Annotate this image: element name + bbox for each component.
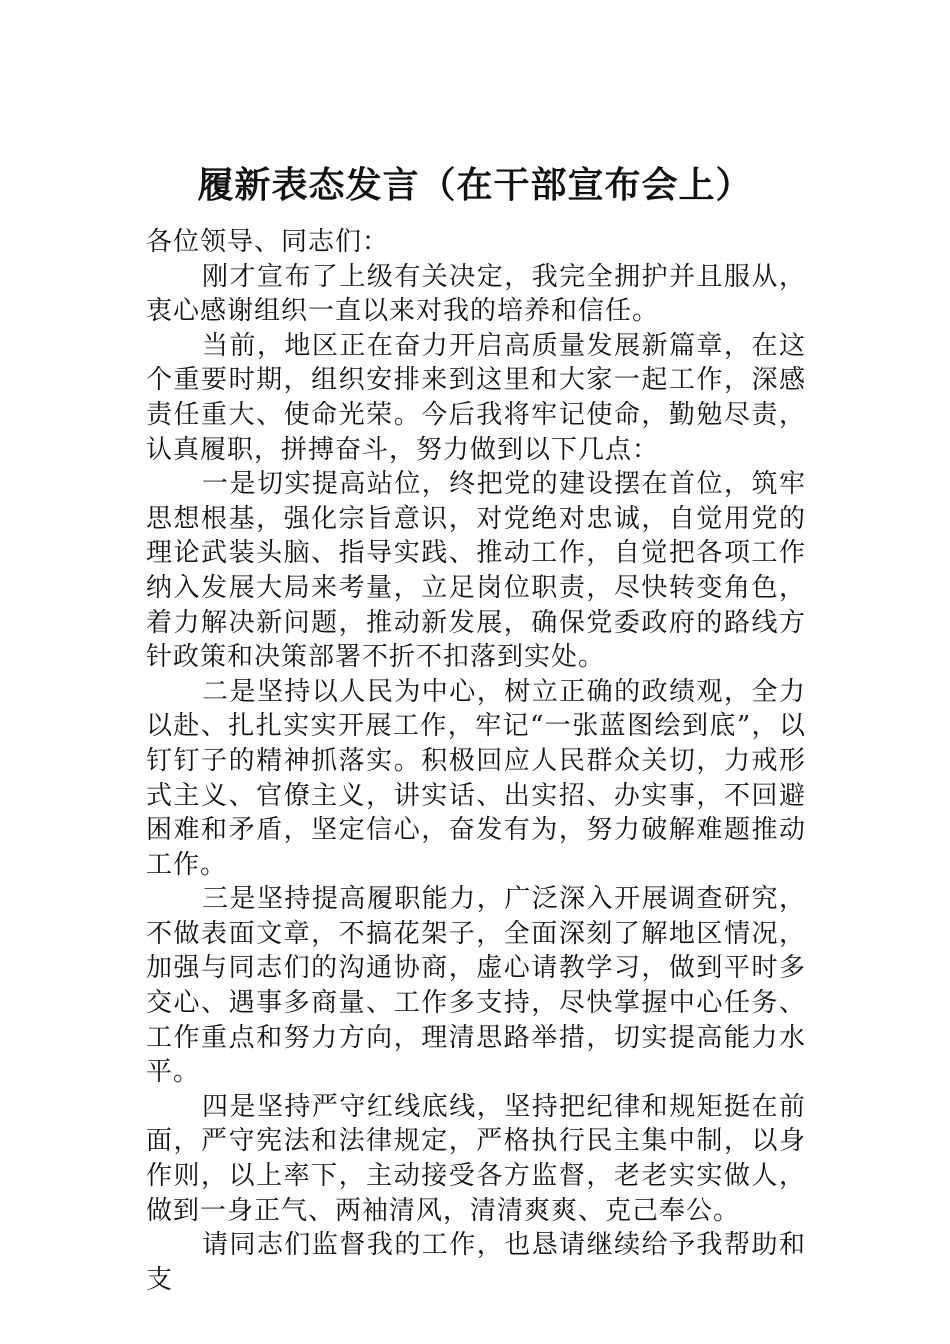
paragraph-6: 四是坚持严守红线底线，坚持把纪律和规矩挺在前面，严守宪法和法律规定，严格执行民主集中制，以身作则，以上率下，主动接受各方监督，老老实实做人，做到一身正气、两袖清风，清清爽爽、克己奉公。 (146, 1091, 806, 1226)
salutation: 各位领导、同志们： (146, 227, 390, 257)
paragraph-1: 刚才宣布了上级有关决定，我完全拥护并且服从，衷心感谢组织一直以来对我的培养和信任。 (146, 261, 806, 327)
paragraph-4: 二是坚持以人民为中心，树立正确的政绩观，全力以赴、扎扎实实开展工作，牢记“一张蓝图绘到底”，以钉钉子的精神抓落实。积极回应人民群众关切，力戒形式主义、官僚主义，讲实话、出实招、办实事，不回避困难和矛盾，坚定信心，奋发有为，努力破解难题推动工作。 (146, 676, 806, 880)
paragraph-7: 请同志们监督我的工作，也恳请继续给予我帮助和支 (146, 1230, 806, 1295)
paragraph-3: 一是切实提高站位，终把党的建设摆在首位，筑牢思想根基，强化宗旨意识，对党绝对忠诚，自觉用党的理论武装头脑、指导实践、推动工作，自觉把各项工作纳入发展大局来考量，立足岗位职责，尽快转变角色，着力解决新问题，推动新发展，确保党委政府的路线方针政策和决策部署不折不扣落到实处。 (146, 469, 806, 673)
document-body (146, 225, 806, 1297)
document-title: 履新表态发言（在干部宣布会上） (197, 164, 753, 206)
paragraph-2: 当前，地区正在奋力开启高质量发展新篇章，在这个重要时期，组织安排来到这里和大家一起工作，深感责任重大、使命光荣。今后我将牢记使命，勤勉尽责，认真履职，拼搏奋斗，努力做到以下几点： (146, 330, 806, 465)
paragraph-5: 三是坚持提高履职能力，广泛深入开展调查研究，不做表面文章，不搞花架子，全面深刻了解地区情况，加强与同志们的沟通协商，虚心请教学习，做到平时多交心、遇事多商量、工作多支持，尽快掌握中心任务、工作重点和努力方向，理清思路举措，切实提高能力水平。 (146, 884, 806, 1088)
